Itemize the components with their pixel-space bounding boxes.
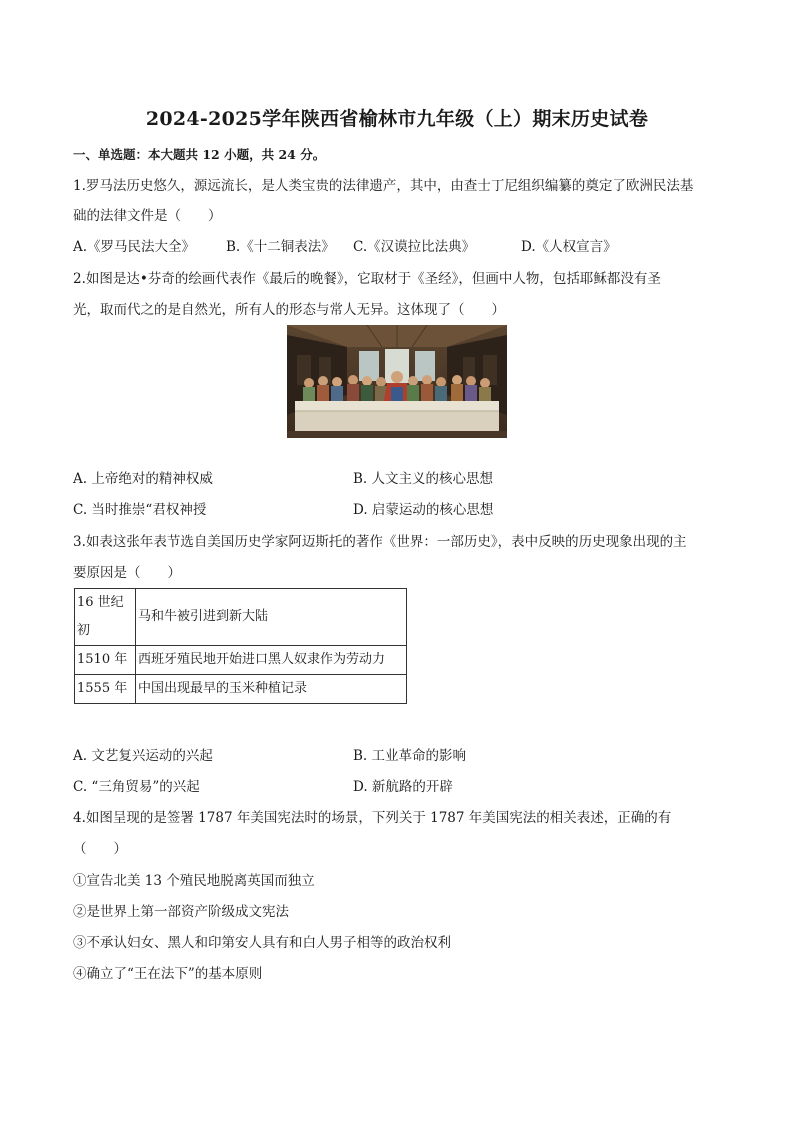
table-cell-time: 1510 年 — [75, 646, 136, 675]
chronology-table — [74, 588, 407, 704]
q1-option-b: B.《十二铜表法》 — [226, 239, 335, 255]
table-row — [75, 646, 407, 675]
q3-stem-line1: 3.如表这张年表节选自美国历史学家阿迈斯托的著作《世界：一部历史》，表中反映的历史现象出现的主 — [73, 534, 687, 550]
table-cell-time: 1555 年 — [75, 675, 136, 704]
q2-stem-line2: 光，取而代之的是自然光，所有人的形态与常人无异。这体现了（ ） — [73, 302, 505, 318]
q4-statement-2: ②是世界上第一部资产阶级成文宪法 — [73, 904, 289, 920]
section-heading: 一、单选题：本大题共 12 小题，共 24 分。 — [73, 147, 326, 162]
q4-statement-4: ④确立了“王在法下”的基本原则 — [73, 966, 263, 982]
q4-stem-line1: 4.如图呈现的是签署 1787 年美国宪法时的场景，下列关于 1787 年美国宪法的相关表述，正确的有 — [73, 810, 672, 826]
q3-option-a: A. 文艺复兴运动的兴起 — [73, 748, 213, 764]
table-row — [75, 675, 407, 704]
q2-option-c: C. 当时推崇“君权神授 — [73, 502, 207, 518]
q4-stem-line2: （ ） — [73, 841, 127, 857]
last-supper-painting — [287, 325, 507, 438]
table-cell-event: 中国出现最早的玉米种植记录 — [136, 675, 407, 704]
page-title: 2024-2025学年陕西省榆林市九年级（上）期末历史试卷 — [145, 108, 649, 130]
table-cell-event: 马和牛被引进到新大陆 — [136, 589, 407, 646]
q3-stem-line2: 要原因是（ ） — [73, 565, 181, 581]
q1-option-c: C.《汉谟拉比法典》 — [353, 239, 476, 255]
q1-option-a: A.《罗马民法大全》 — [73, 239, 196, 255]
q1-option-d: D.《人权宣言》 — [521, 239, 617, 255]
q3-option-d: D. 新航路的开辟 — [353, 779, 453, 795]
q1-stem-line1: 1.罗马法历史悠久，源远流长，是人类宝贵的法律遗产，其中，由查士丁尼组织编纂的奠定了欧洲民法基 — [73, 178, 694, 194]
q1-stem-line2: 础的法律文件是（ ） — [73, 208, 222, 224]
q4-statement-1: ①宣告北美 13 个殖民地脱离英国而独立 — [73, 873, 315, 889]
q2-option-a: A. 上帝绝对的精神权威 — [73, 471, 213, 487]
q2-option-b: B. 人文主义的核心思想 — [353, 471, 494, 487]
table-cell-time: 16 世纪初 — [75, 589, 136, 646]
q3-option-b: B. 工业革命的影响 — [353, 748, 467, 764]
q2-option-d: D. 启蒙运动的核心思想 — [353, 502, 494, 518]
q3-option-c: C. “三角贸易”的兴起 — [73, 779, 200, 795]
q4-statement-3: ③不承认妇女、黑人和印第安人具有和白人男子相等的政治权利 — [73, 935, 451, 951]
table-row — [75, 589, 407, 646]
q2-stem-line1: 2.如图是达•芬奇的绘画代表作《最后的晚餐》，它取材于《圣经》，但画中人物，包括耶稣都没有圣 — [73, 271, 661, 287]
table-cell-event: 西班牙殖民地开始进口黑人奴隶作为劳动力 — [136, 646, 407, 675]
